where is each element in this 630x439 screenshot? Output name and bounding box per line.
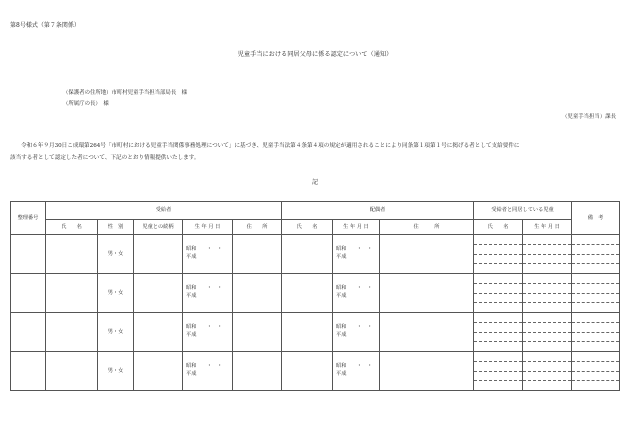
- recipient-address-cell[interactable]: [233, 313, 282, 352]
- recipient-address-cell[interactable]: [233, 274, 282, 313]
- header-cohabiting-children: 受給者と同居している児童: [474, 202, 572, 220]
- child-dob-cell[interactable]: [523, 274, 572, 313]
- era-heisei: 平成: [336, 371, 347, 377]
- header-spouse-address: 住 所: [380, 220, 474, 235]
- era-showa: 昭和: [186, 285, 197, 292]
- date-dots: ・ ・: [356, 363, 373, 370]
- child-dob-cell[interactable]: [523, 235, 572, 274]
- era-heisei: 平成: [186, 293, 197, 299]
- spouse-address-cell[interactable]: [380, 235, 474, 274]
- child-name-cell[interactable]: [474, 235, 523, 274]
- spouse-name-cell[interactable]: [282, 274, 333, 313]
- spouse-dob-cell[interactable]: [333, 313, 380, 352]
- sex-cell[interactable]: 男・女: [98, 352, 134, 391]
- spouse-dob-cell[interactable]: [333, 235, 380, 274]
- recipient-name-cell[interactable]: [46, 313, 98, 352]
- era-heisei: 平成: [186, 254, 197, 260]
- header-seiri-number: 整理番号: [11, 202, 46, 235]
- child-name-cell[interactable]: [474, 313, 523, 352]
- sex-cell[interactable]: 男・女: [98, 235, 134, 274]
- header-spouse-name: 氏 名: [282, 220, 333, 235]
- spouse-address-cell[interactable]: [380, 274, 474, 313]
- remarks-cell[interactable]: [572, 313, 620, 352]
- header-recipient-address: 住 所: [233, 220, 282, 235]
- era-heisei: 平成: [186, 332, 197, 338]
- recipient-address-cell[interactable]: [233, 235, 282, 274]
- table-row: [11, 352, 620, 391]
- date-dots: ・ ・: [206, 285, 223, 292]
- ki-heading: 記: [311, 179, 318, 186]
- era-heisei: 平成: [336, 254, 347, 260]
- seiri-number-cell[interactable]: [11, 235, 46, 274]
- era-heisei: 平成: [186, 371, 197, 377]
- remarks-cell[interactable]: [572, 274, 620, 313]
- era-heisei: 平成: [336, 293, 347, 299]
- date-dots: ・ ・: [356, 246, 373, 253]
- sex-cell[interactable]: 男・女: [98, 313, 134, 352]
- seiri-number-cell[interactable]: [11, 352, 46, 391]
- date-dots: ・ ・: [206, 363, 223, 370]
- date-dots: ・ ・: [356, 285, 373, 292]
- header-recipient: 受給者: [46, 202, 282, 220]
- era-showa: 昭和: [336, 363, 347, 370]
- header-spouse-dob: 生 年 月 日: [333, 220, 380, 235]
- header-spouse: 配偶者: [282, 202, 474, 220]
- spouse-address-cell[interactable]: [380, 352, 474, 391]
- child-dob-cell[interactable]: [523, 352, 572, 391]
- era-showa: 昭和: [336, 285, 347, 292]
- recipient-name-cell[interactable]: [46, 235, 98, 274]
- header-recipient-dob: 生 年 月 日: [183, 220, 233, 235]
- remarks-cell[interactable]: [572, 235, 620, 274]
- header-child-dob: 生 年 月 日: [523, 220, 572, 235]
- recipient-address-cell[interactable]: [233, 352, 282, 391]
- era-heisei: 平成: [336, 332, 347, 338]
- child-dob-cell[interactable]: [523, 313, 572, 352]
- relation-cell[interactable]: [134, 235, 183, 274]
- recipient-dob-cell[interactable]: [183, 352, 233, 391]
- child-name-cell[interactable]: [474, 352, 523, 391]
- spouse-address-cell[interactable]: [380, 313, 474, 352]
- spouse-dob-cell[interactable]: [333, 352, 380, 391]
- addressee-line-1: （保護者の住所地）市町村児童手当担当部局長 様: [63, 90, 187, 96]
- spouse-name-cell[interactable]: [282, 235, 333, 274]
- document-title: 児童手当における同居父母に係る認定について（通知）: [237, 51, 393, 58]
- table-row: [11, 235, 620, 274]
- header-recipient-sex: 性 別: [98, 220, 134, 235]
- date-dots: ・ ・: [206, 324, 223, 331]
- header-child-name: 氏 名: [474, 220, 523, 235]
- spouse-dob-cell[interactable]: [333, 274, 380, 313]
- era-showa: 昭和: [186, 363, 197, 370]
- header-remarks: 備 考: [572, 202, 620, 235]
- era-showa: 昭和: [186, 324, 197, 331]
- sender: （児童手当担当）課長: [562, 114, 616, 120]
- body-text-line-1: 令和６年９月30日こ成環第264号「市町村における児童手当関係事務処理について」に基づき、児童手当法第４条第４項の規定が適用されることにより同条第１項第１号に掲げる者として支給要件に: [21, 143, 520, 149]
- info-table: [10, 201, 620, 391]
- body-text-line-2: 該当する者として認定した者について、下記のとおり情報提供いたします。: [10, 155, 200, 161]
- recipient-name-cell[interactable]: [46, 352, 98, 391]
- addressee-line-2: （所属庁の長） 様: [63, 101, 109, 107]
- seiri-number-cell[interactable]: [11, 313, 46, 352]
- recipient-dob-cell[interactable]: [183, 235, 233, 274]
- seiri-number-cell[interactable]: [11, 274, 46, 313]
- sex-cell[interactable]: 男・女: [98, 274, 134, 313]
- date-dots: ・ ・: [356, 324, 373, 331]
- header-recipient-name: 氏 名: [46, 220, 98, 235]
- form-number: 第8号様式（第７条関係）: [10, 22, 80, 29]
- spouse-name-cell[interactable]: [282, 313, 333, 352]
- remarks-cell[interactable]: [572, 352, 620, 391]
- table-row: [11, 274, 620, 313]
- relation-cell[interactable]: [134, 313, 183, 352]
- era-showa: 昭和: [186, 246, 197, 253]
- relation-cell[interactable]: [134, 274, 183, 313]
- date-dots: ・ ・: [206, 246, 223, 253]
- era-showa: 昭和: [336, 324, 347, 331]
- recipient-name-cell[interactable]: [46, 274, 98, 313]
- recipient-dob-cell[interactable]: [183, 274, 233, 313]
- spouse-name-cell[interactable]: [282, 352, 333, 391]
- era-showa: 昭和: [336, 246, 347, 253]
- table-row: [11, 313, 620, 352]
- child-name-cell[interactable]: [474, 274, 523, 313]
- header-relation: 児童との続柄: [134, 220, 183, 235]
- relation-cell[interactable]: [134, 352, 183, 391]
- recipient-dob-cell[interactable]: [183, 313, 233, 352]
